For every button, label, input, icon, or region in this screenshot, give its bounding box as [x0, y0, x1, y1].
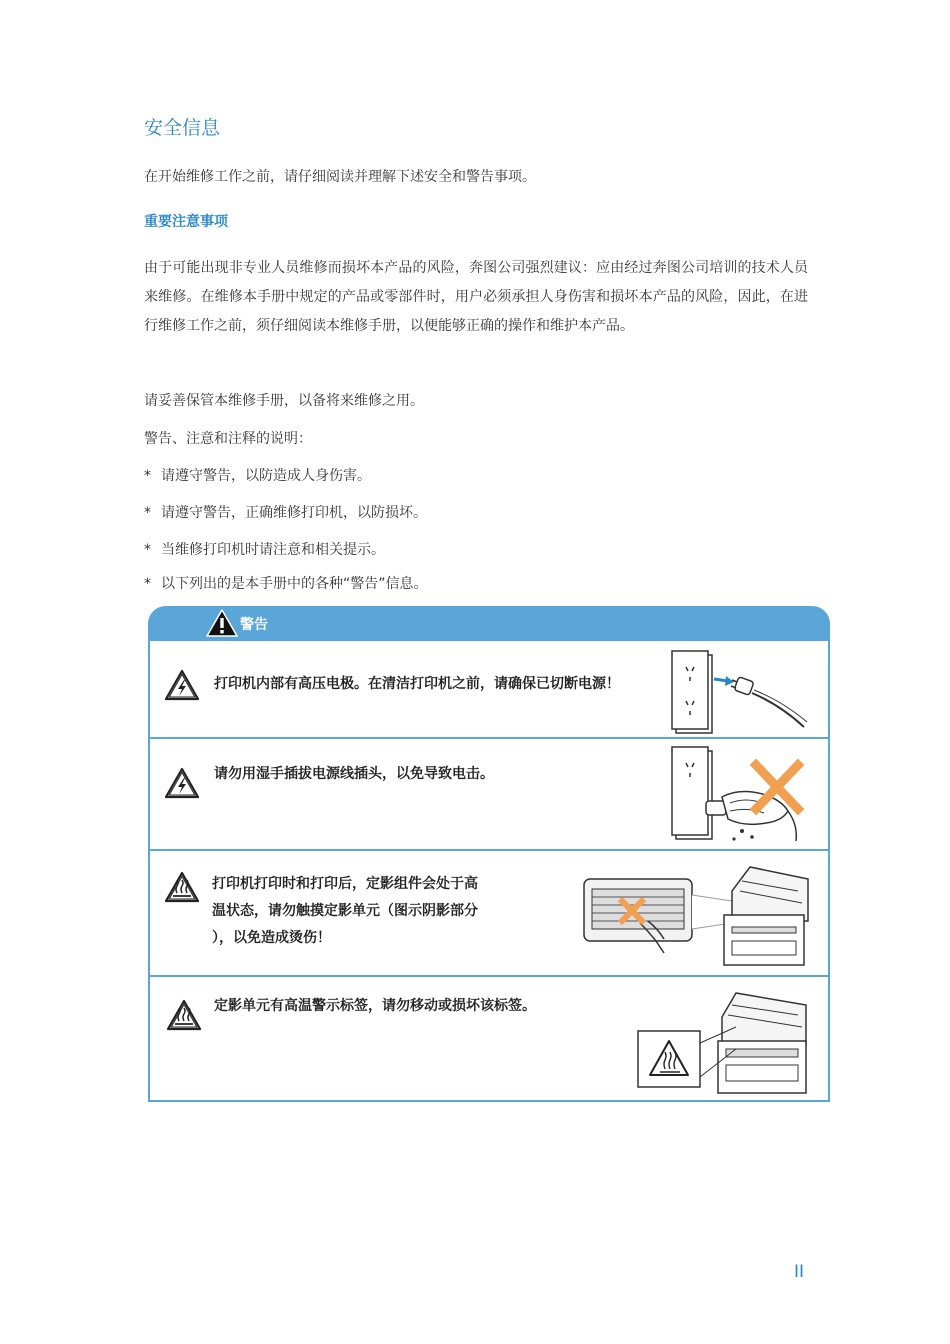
bullet-marker: * [144, 505, 151, 521]
hot-surface-icon [164, 871, 200, 903]
hot-surface-icon [166, 999, 202, 1031]
warning-text-line: 温状态，请勿触摸定影单元（图示阴影部分 [212, 903, 478, 919]
warning-header [148, 606, 830, 641]
bullet-item [144, 539, 385, 559]
wet-hands-plug-illustration [670, 745, 810, 845]
fuser-label-illustration [636, 987, 812, 1095]
page-number: II [794, 1262, 805, 1282]
fuser-unit-illustration [582, 861, 814, 971]
warning-triangle-icon [206, 609, 238, 637]
wall-outlet-unplug-illustration [670, 649, 810, 735]
warning-text: 定影单元有高温警示标签，请勿移动或损坏该标签。 [214, 998, 536, 1014]
warning-text-line: ），以免造成烫伤！ [212, 930, 331, 946]
warning-row [150, 641, 828, 737]
bullet-text: 当维修打印机时请注意和相关提示。 [161, 542, 385, 558]
explain-text: 警告、注意和注释的说明： [144, 431, 312, 447]
warning-row [150, 849, 828, 975]
high-voltage-icon [164, 669, 200, 701]
warning-text [212, 871, 478, 952]
bullet-marker: * [144, 542, 151, 558]
page-title: 安全信息 [144, 117, 221, 139]
warning-text: 打印机内部有高压电极。在清洁打印机之前，请确保已切断电源！ [214, 676, 620, 692]
warning-box [148, 606, 830, 1102]
bullet-item [144, 573, 428, 593]
warning-row [150, 737, 828, 849]
bullet-item [144, 465, 371, 485]
warning-text-line: 打印机打印时和打印后，定影组件会处于高 [212, 876, 478, 892]
bullet-text: 请遵守警告，以防造成人身伤害。 [161, 468, 371, 484]
high-voltage-icon [164, 767, 200, 799]
bullet-marker: * [144, 576, 151, 592]
notice-paragraph: 由于可能出现非专业人员维修而损坏本产品的风险，奔图公司强烈建议：应由经过奔图公司培训的技术人员来维修。在维修本手册中规定的产品或零部件时，用户必须承担人身伤害和损坏本产品的风险，因此，在进行维修工作之前，须仔细阅读本维修手册，以便能够正确的操作和维护本产品。 [144, 260, 808, 334]
notice-heading: 重要注意事项 [144, 214, 228, 230]
warning-row [150, 975, 828, 1100]
warning-text: 请勿用湿手插拔电源线插头，以免导致电击。 [214, 766, 494, 782]
bullet-marker: * [144, 468, 151, 484]
bullet-text: 以下列出的是本手册中的各种“警告”信息。 [161, 576, 428, 592]
warning-header-label: 警告 [240, 617, 268, 633]
intro-text: 在开始维修工作之前，请仔细阅读并理解下述安全和警告事项。 [144, 169, 536, 185]
bullet-item [144, 502, 427, 522]
keep-manual-text: 请妥善保管本维修手册，以备将来维修之用。 [144, 393, 424, 409]
bullet-text: 请遵守警告，正确维修打印机，以防损坏。 [161, 505, 427, 521]
